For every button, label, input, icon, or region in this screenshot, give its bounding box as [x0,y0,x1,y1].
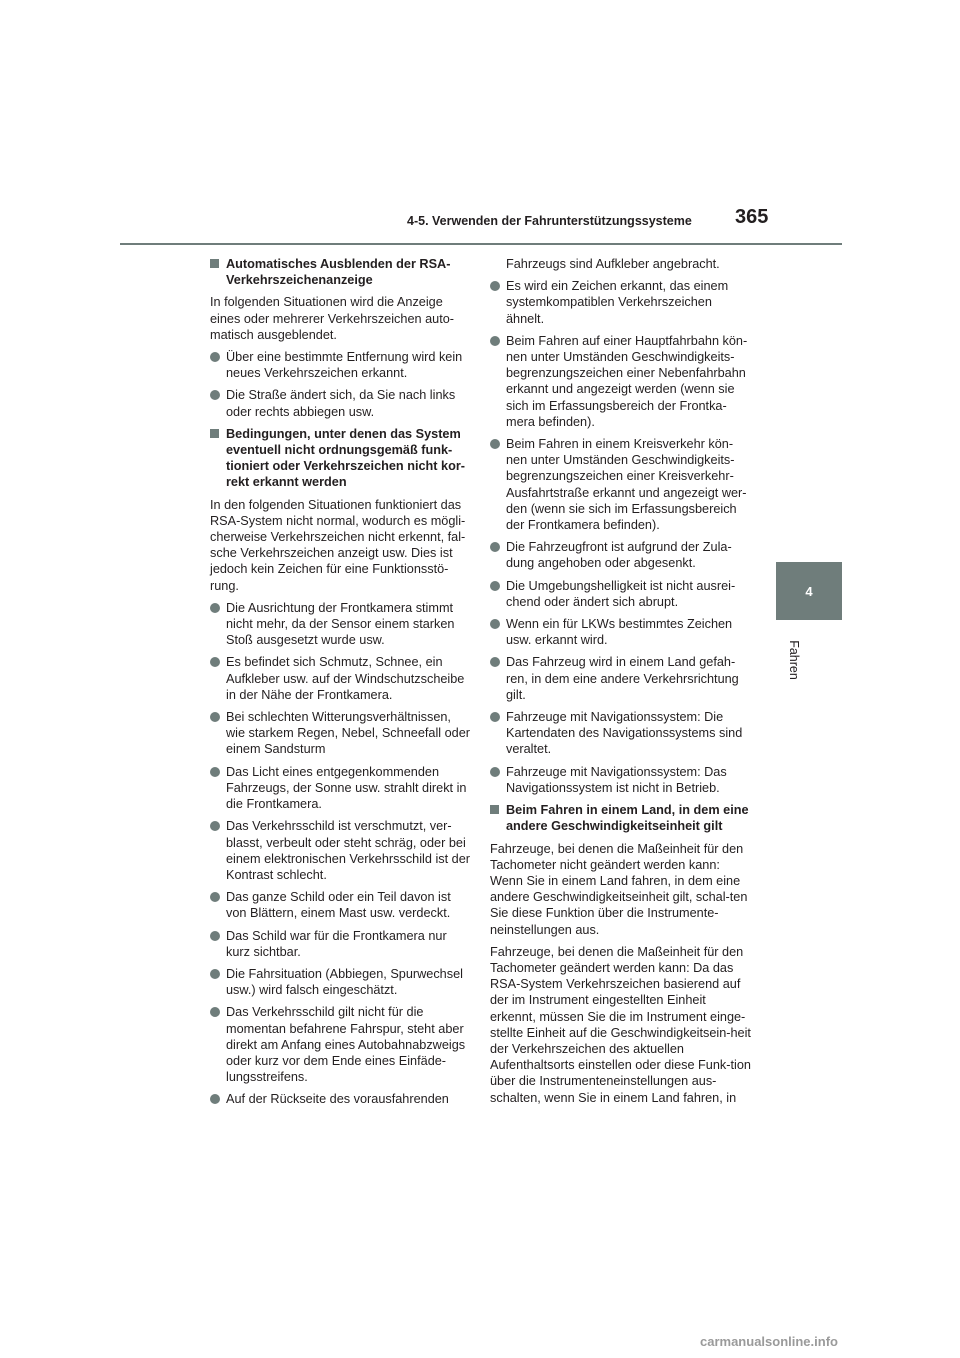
bullet-icon [210,657,220,667]
bullet-icon [210,931,220,941]
bullet-icon [210,1094,220,1104]
list-item: Das ganze Schild oder ein Teil davon ist von Blättern, einem Mast usw. verdeckt. [210,889,472,921]
page-number: 365 [735,206,769,228]
list-item: Die Fahrzeugfront ist aufgrund der Zula-dung angehoben oder abgesenkt. [490,539,752,571]
bullet-icon [210,390,220,400]
list-item: Es befindet sich Schmutz, Schnee, ein Aufkleber usw. auf der Windschutzscheibe in der Nähe der Frontkamera. [210,654,472,703]
list-item: Das Fahrzeug wird in einem Land gefah-ren, in dem eine andere Verkehrsrichtung gilt. [490,654,752,703]
list-item: Die Ausrichtung der Frontkamera stimmt nicht mehr, da der Sensor einem starken Stoß ausgesetzt wurde usw. [210,600,472,649]
list-item: Über eine bestimmte Entfernung wird kein neues Verkehrszeichen erkannt. [210,349,472,381]
left-column [210,256,472,1115]
paragraph: Fahrzeuge, bei denen die Maßeinheit für den Tachometer nicht geändert werden kann: Wenn Sie in einem Land fahren, in dem eine andere Geschwindigkeitseinheit gilt, schal-ten Sie diese Funktion über die Instrumente-neinstellungen aus. [490,841,748,937]
bullet-icon [490,542,500,552]
list-item: Wenn ein für LKWs bestimmtes Zeichen usw. erkannt wird. [490,616,752,648]
bullet-icon [210,969,220,979]
bullet-icon [210,821,220,831]
heading-auto-hide: Automatisches Ausblenden der RSA-Verkehrszeichenanzeige [210,256,472,288]
bullet-icon [490,619,500,629]
bullet-icon [210,712,220,722]
list-item: Das Licht eines entgegenkommenden Fahrzeugs, der Sonne usw. strahlt direkt in die Frontkamera. [210,764,472,813]
square-bullet-icon [210,259,219,268]
paragraph: In folgenden Situationen wird die Anzeige eines oder mehrerer Verkehrszeichen auto-matisch ausgeblendet. [210,295,455,342]
continuation-text: Fahrzeugs sind Aufkleber angebracht. [506,257,720,271]
square-bullet-icon [210,429,219,438]
bullet-icon [490,439,500,449]
list-item: Das Verkehrsschild ist verschmutzt, ver-blasst, verbeult oder steht schräg, oder bei einem elektronischen Verkehrsschild ist der Kontrast schlecht. [210,818,472,883]
heading-conditions: Bedingungen, unter denen das System eventuell nicht ordnungsgemäß funk-tioniert oder Verkehrszeichen nicht kor-rekt erkannt werden [210,426,472,491]
bullet-icon [210,1007,220,1017]
section-title: 4-5. Verwenden der Fahrunterstützungssysteme [407,214,692,228]
chapter-label: Fahren [787,640,801,680]
bullet-icon [210,892,220,902]
bullet-icon [490,581,500,591]
chapter-tab [776,562,842,620]
list-item: Die Straße ändert sich, da Sie nach links oder rechts abbiegen usw. [210,387,472,419]
list-item: Es wird ein Zeichen erkannt, das einem systemkompatiblen Verkehrszeichen ähnelt. [490,278,752,327]
bullet-icon [490,767,500,777]
paragraph: In den folgenden Situationen funktioniert das RSA-System nicht normal, wodurch es mögli-cherweise Verkehrszeichen nicht erkennt, fal-sche Verkehrszeichen anzeigt usw. Dies ist jedoch kein Zeichen für eine Funktionsstö-rung. [210,497,466,593]
bullet-icon [210,603,220,613]
header-rule [120,243,842,245]
list-item: Die Fahrsituation (Abbiegen, Spurwechsel usw.) wird falsch eingeschätzt. [210,966,472,998]
list-item: Beim Fahren auf einer Hauptfahrbahn kön-nen unter Umständen Geschwindigkeits-begrenzungszeichen einer Nebenfahrbahn erkannt und angezeigt werden (wenn sie sich im Erfassungsbereich der Frontka-mera befinden). [490,333,752,430]
bullet-icon [210,767,220,777]
bullet-icon [210,352,220,362]
heading-speed-unit: Beim Fahren in einem Land, in dem eine andere Geschwindigkeitseinheit gilt [490,802,752,834]
list-item: Das Verkehrsschild gilt nicht für die momentan befahrene Fahrspur, steht aber direkt am Anfang eines Autobahnabzweigs oder kurz vor dem Ende eines Einfäde-lungsstreifens. [210,1004,472,1085]
watermark: carmanualsonline.info [700,1334,838,1349]
right-column [490,256,752,1112]
bullet-icon [490,657,500,667]
chapter-number: 4 [805,583,813,599]
list-item: Bei schlechten Witterungsverhältnissen, wie starkem Regen, Nebel, Schneefall oder einem Sandsturm [210,709,472,758]
square-bullet-icon [490,805,499,814]
bullet-icon [490,336,500,346]
list-item: Beim Fahren in einem Kreisverkehr kön-nen unter Umständen Geschwindigkeits-begrenzungszeichen einer Kreisverkehr-Ausfahrtstraße erkannt und angezeigt wer-den (wenn sie sich im Erfassungsbereich der Frontkamera befinden). [490,436,752,533]
list-item: Fahrzeuge mit Navigationssystem: Das Navigationssystem ist nicht in Betrieb. [490,764,752,796]
bullet-icon [490,281,500,291]
paragraph: Fahrzeuge, bei denen die Maßeinheit für den Tachometer geändert werden kann: Da das RSA-System Verkehrszeichen basierend auf der im Instrument eingestellten Einheit erkennt, müssen Sie die im Instrument einge-stellte Einheit auf die Geschwindigkeitsein-heit der Verkehrszeichen des aktuellen Aufenthaltsorts einstellen oder diese Funk-tion über die Instrumenteneinstellungen aus-schalten, wenn Sie in einem Land fahren, in [490,944,751,1105]
list-item: Das Schild war für die Frontkamera nur kurz sichtbar. [210,928,472,960]
list-item: Fahrzeuge mit Navigationssystem: Die Kartendaten des Navigationssystems sind veraltet. [490,709,752,758]
list-item: Die Umgebungshelligkeit ist nicht ausrei-chend oder ändert sich abrupt. [490,578,752,610]
list-item: Auf der Rückseite des vorausfahrenden [210,1091,472,1108]
bullet-icon [490,712,500,722]
